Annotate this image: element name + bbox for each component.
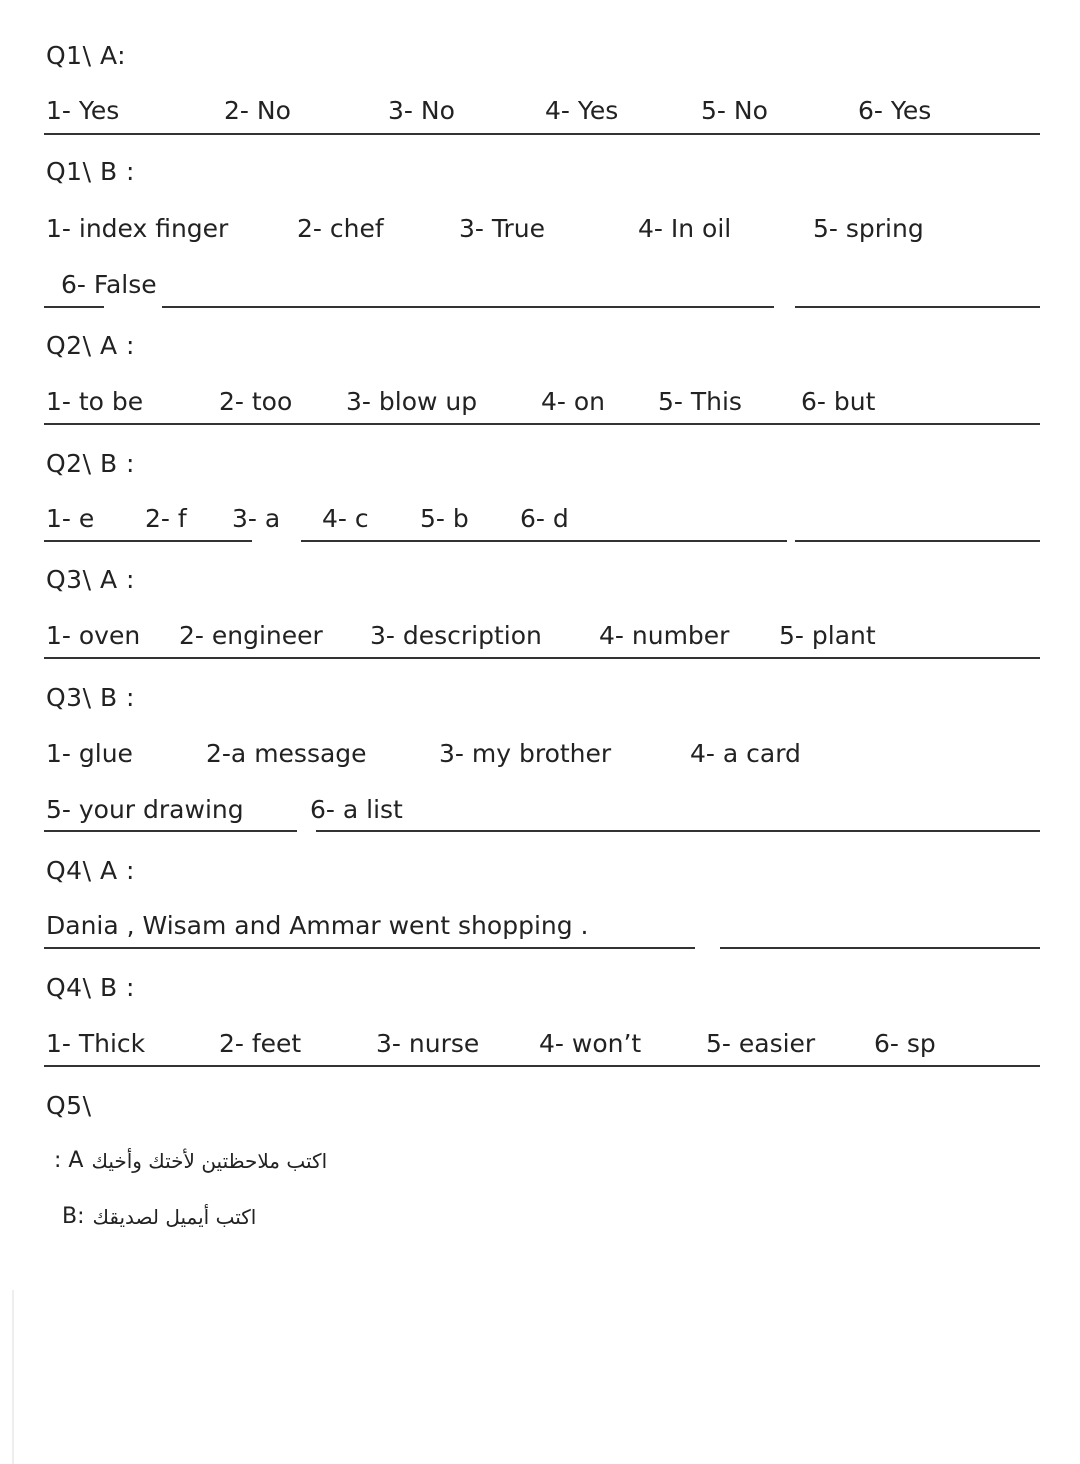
q2-a-answer-5: 5- This: [658, 387, 742, 416]
q4-b-answer-3: 3- nurse: [376, 1029, 480, 1058]
q5-a-prompt: [54, 1148, 327, 1174]
q1-b-underline-2: [162, 306, 774, 308]
q2-b-answer-2: 2- f: [145, 504, 187, 533]
q1-a-answer-1: 1- Yes: [46, 96, 120, 125]
q4-a-underline-2: [720, 947, 1040, 949]
q1-a-answer-2: 2- No: [224, 96, 291, 125]
q2-b-answer-3: 3- a: [232, 504, 281, 533]
q1-b-answer-5: 5- spring: [813, 214, 924, 243]
q5-heading: Q5\: [46, 1091, 92, 1120]
q5-b-label: B:: [62, 1204, 85, 1229]
q2-a-answer-6: 6- but: [801, 387, 876, 416]
q1-b-heading: Q1\ B :: [46, 157, 135, 186]
q4-b-underline: [44, 1065, 1040, 1067]
q2-a-heading: Q2\ A :: [46, 331, 135, 360]
q1-b-answer-3: 3- True: [459, 214, 545, 243]
q1-a-answer-3: 3- No: [388, 96, 455, 125]
q1-b-answer-2: 2- chef: [297, 214, 384, 243]
q1-b-underline-1: [44, 306, 104, 308]
q3-a-heading: Q3\ A :: [46, 565, 135, 594]
q5-b-arabic-text: اكتب أيميل لصديقك: [92, 1205, 257, 1229]
q2-a-answer-4: 4- on: [541, 387, 606, 416]
q3-b-heading: Q3\ B :: [46, 683, 135, 712]
q3-b-answer-5: 5- your drawing: [46, 795, 244, 824]
q3-b-answer-4: 4- a card: [690, 739, 801, 768]
q3-a-answer-5: 5- plant: [779, 621, 876, 650]
q5-a-arabic-text: اكتب ملاحظتين لأختك وأخيك: [91, 1149, 328, 1173]
q5-a-label: : A: [54, 1148, 84, 1173]
q2-a-answer-2: 2- too: [219, 387, 293, 416]
q3-b-answer-2: 2-a message: [206, 739, 367, 768]
q2-a-underline: [44, 423, 1040, 425]
q3-b-answer-3: 3- my brother: [439, 739, 612, 768]
q2-b-answer-6: 6- d: [520, 504, 569, 533]
q4-a-sentence: Dania , Wisam and Ammar went shopping .: [46, 911, 589, 940]
q2-b-answer-5: 5- b: [420, 504, 469, 533]
q4-a-underline-1: [44, 947, 695, 949]
q2-a-answer-3: 3- blow up: [346, 387, 478, 416]
q4-b-answer-1: 1- Thick: [46, 1029, 146, 1058]
q4-b-answer-2: 2- feet: [219, 1029, 302, 1058]
q2-b-answer-1: 1- e: [46, 504, 95, 533]
q4-b-answer-4: 4- won’t: [539, 1029, 642, 1058]
q1-a-answer-4: 4- Yes: [545, 96, 619, 125]
q4-a-heading: Q4\ A :: [46, 856, 135, 885]
q3-a-answer-2: 2- engineer: [179, 621, 323, 650]
page-edge-shadow: [12, 1290, 14, 1464]
q2-b-answer-4: 4- c: [322, 504, 369, 533]
q2-a-answer-1: 1- to be: [46, 387, 144, 416]
q4-b-answer-6: 6- sp: [874, 1029, 936, 1058]
q1-b-answer-6: 6- False: [61, 270, 157, 299]
q3-b-underline-1: [44, 830, 297, 832]
q2-b-underline-2: [301, 540, 787, 542]
q2-b-underline-3: [795, 540, 1040, 542]
q1-a-underline: [44, 133, 1040, 135]
q3-a-answer-1: 1- oven: [46, 621, 141, 650]
q3-a-answer-3: 3- description: [370, 621, 542, 650]
q1-a-answer-6: 6- Yes: [858, 96, 932, 125]
q3-b-answer-6: 6- a list: [310, 795, 403, 824]
q4-b-answer-5: 5- easier: [706, 1029, 816, 1058]
q1-b-answer-1: 1- index finger: [46, 214, 229, 243]
q1-b-underline-3: [795, 306, 1040, 308]
q1-a-answer-5: 5- No: [701, 96, 768, 125]
q2-b-underline-1: [44, 540, 252, 542]
q1-b-answer-4: 4- In oil: [638, 214, 732, 243]
q3-a-underline: [44, 657, 1040, 659]
q1-a-heading: Q1\ A:: [46, 41, 127, 70]
q3-b-underline-2: [316, 830, 1040, 832]
q5-b-prompt: [62, 1204, 256, 1230]
q3-a-answer-4: 4- number: [599, 621, 730, 650]
q3-b-answer-1: 1- glue: [46, 739, 133, 768]
q4-b-heading: Q4\ B :: [46, 973, 135, 1002]
q2-b-heading: Q2\ B :: [46, 449, 135, 478]
